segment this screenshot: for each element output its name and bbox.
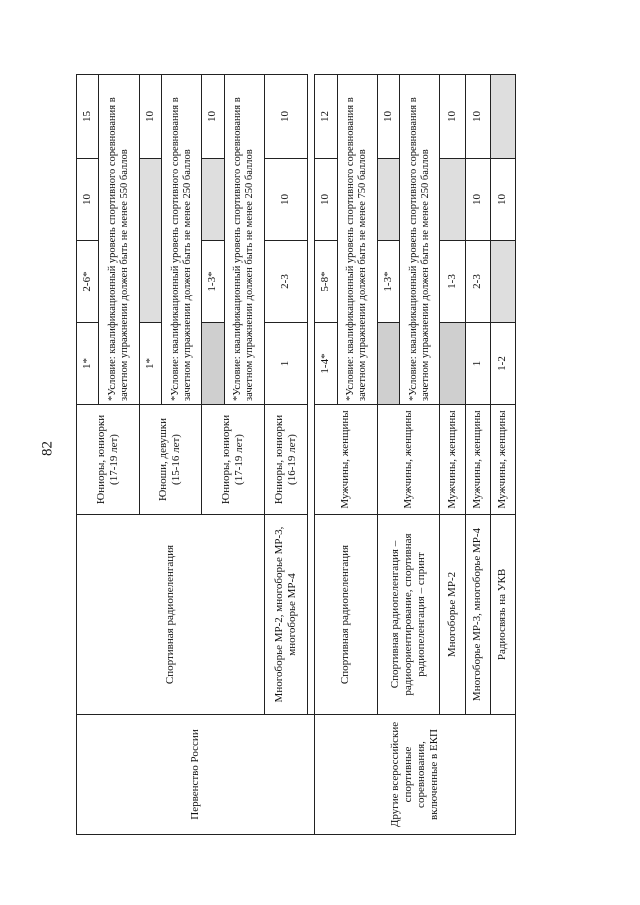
place-cell: 1-3 bbox=[440, 241, 465, 323]
place-cell: 10 bbox=[377, 75, 399, 159]
place-cell: 5-8* bbox=[315, 241, 337, 323]
place-cell: 10 bbox=[490, 159, 515, 241]
place-cell: 10 bbox=[139, 75, 161, 159]
group-men-women: Мужчины, женщины bbox=[315, 405, 378, 515]
place-cell-empty bbox=[377, 159, 399, 241]
group-men-women-5: Мужчины, женщины bbox=[490, 405, 515, 515]
place-cell: 1-4* bbox=[315, 323, 337, 405]
place-cell: 1* bbox=[139, 323, 161, 405]
place-cell-empty bbox=[440, 323, 465, 405]
place-cell-empty bbox=[139, 159, 161, 323]
rotated-table-wrapper bbox=[76, 75, 516, 835]
place-cell: 1-3* bbox=[202, 241, 224, 323]
place-cell: 10 bbox=[465, 75, 490, 159]
place-cell: 1-3* bbox=[377, 241, 399, 323]
group-men-women-3: Мужчины, женщины bbox=[440, 405, 465, 515]
place-cell: 2-3 bbox=[264, 241, 307, 323]
discipline-mr-multi: Многоборье МР-2, многоборье МР-3, многоборье МР-4 bbox=[264, 515, 307, 715]
gap-cell bbox=[308, 159, 315, 715]
discipline-mr2: Многоборье МР-2 bbox=[440, 515, 465, 715]
condition-note: *Условие: квалификационный уровень спортивного соревнования в зачетном упражнении должен быть не менее 550 баллов bbox=[99, 75, 139, 405]
place-cell-empty bbox=[440, 159, 465, 241]
discipline-ukv: Радиосвязь на УКВ bbox=[490, 515, 515, 715]
place-cell-empty bbox=[490, 75, 515, 159]
place-cell: 1-2 bbox=[490, 323, 515, 405]
group-juniors-3: Юниоры, юниорки (16-19 лет) bbox=[264, 405, 307, 515]
place-cell: 2-3 bbox=[465, 241, 490, 323]
place-cell: 1 bbox=[264, 323, 307, 405]
place-cell: 10 bbox=[264, 75, 307, 159]
condition-note: *Условие: квалификационный уровень спортивного соревнования в зачетном упражнении должен быть не менее 750 баллов bbox=[337, 75, 377, 405]
classification-table bbox=[76, 74, 516, 835]
place-cell: 2-6* bbox=[77, 241, 99, 323]
page-number: 82 bbox=[39, 441, 56, 456]
group-juniors-2: Юниоры, юниорки (17-19 лет) bbox=[202, 405, 265, 515]
place-cell: 12 bbox=[315, 75, 337, 159]
discipline-radio-direction-2: Спортивная радиопеленгация bbox=[315, 515, 378, 715]
place-cell: 1* bbox=[77, 323, 99, 405]
place-cell: 10 bbox=[77, 159, 99, 241]
group-youth: Юноши, девушки (15-16 лет) bbox=[139, 405, 202, 515]
discipline-mr34: Многоборье МР-3, многоборье МР-4 bbox=[465, 515, 490, 715]
group-juniors: Юниоры, юниорки (17-19 лет) bbox=[77, 405, 140, 515]
place-cell-empty bbox=[202, 323, 224, 405]
event-cell-championship: Первенство России bbox=[77, 715, 315, 835]
place-cell: 10 bbox=[465, 159, 490, 241]
place-cell-empty bbox=[202, 159, 224, 241]
condition-note: *Условие: квалификационный уровень спортивного соревнования в зачетном упражнении должен быть не менее 250 баллов bbox=[162, 75, 202, 405]
condition-note: *Условие: квалификационный уровень спортивного соревнования в зачетном упражнении должен быть не менее 250 баллов bbox=[400, 75, 440, 405]
group-men-women-4: Мужчины, женщины bbox=[465, 405, 490, 515]
group-men-women-2: Мужчины, женщины bbox=[377, 405, 440, 515]
place-cell-empty bbox=[490, 241, 515, 323]
table-row bbox=[315, 75, 337, 835]
discipline-combined: Спортивная радиопеленгация – радиоориентирование, спортивная радиопеленгация – спринт bbox=[377, 515, 440, 715]
condition-note: *Условие: квалификационный уровень спортивного соревнования в зачетном упражнении должен быть не менее 250 баллов bbox=[224, 75, 264, 405]
place-cell: 10 bbox=[440, 75, 465, 159]
place-cell: 10 bbox=[264, 159, 307, 241]
place-cell: 10 bbox=[315, 159, 337, 241]
place-cell: 1 bbox=[465, 323, 490, 405]
place-cell: 10 bbox=[202, 75, 224, 159]
discipline-radio-direction: Спортивная радиопеленгация bbox=[77, 515, 265, 715]
table-row bbox=[77, 75, 99, 835]
place-cell-empty bbox=[377, 323, 399, 405]
place-cell: 15 bbox=[77, 75, 99, 159]
event-cell-other: Другие всероссийские спортивные соревнования, включенные в ЕКП bbox=[315, 715, 516, 835]
